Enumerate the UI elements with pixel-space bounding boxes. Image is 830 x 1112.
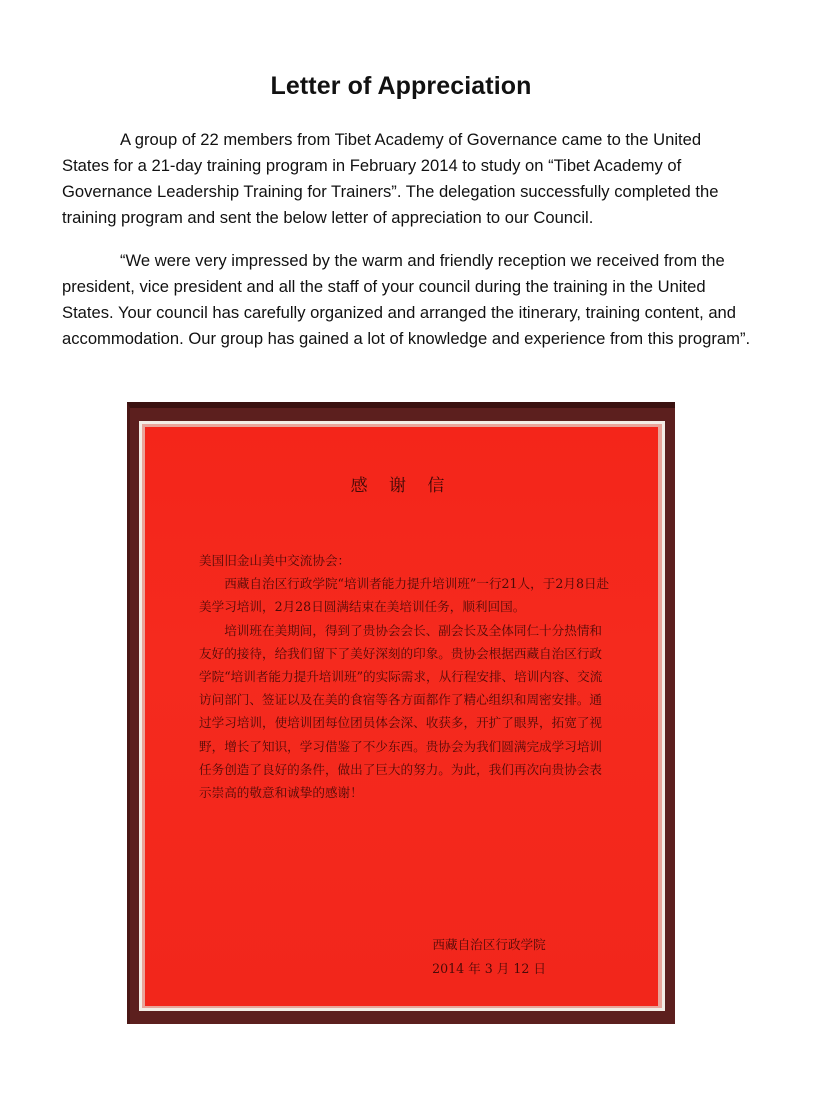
framed-letter-photo: [127, 402, 675, 1024]
letter-date: 2014 年 3 月 12 日: [432, 961, 546, 976]
frame-mat: [139, 421, 665, 1011]
letter-title: 感 谢 信: [350, 476, 453, 496]
letter-greeting: 美国旧金山美中交流协会：: [199, 553, 351, 568]
letter-paragraph: 西藏自治区行政学院“培训者能力提升培训班”一行21人，于2月8日赴美学习培训，2月28日圆满结束在美培训任务，顺利回国。: [199, 576, 610, 615]
letter-sheet: [145, 427, 658, 1006]
letter-body: [199, 549, 613, 804]
intro-paragraph: A group of 22 members from Tibet Academy of Governance came to the United States for a 21-day training program in February 2014 to study on “Tibet Academy of Governance Leadership Training for Trainers”. The delegation successfully completed the training program and sent the below letter of appreciation to our Council.: [62, 130, 719, 227]
letter-signature-block: [432, 933, 546, 981]
frame-mat-edge: [142, 424, 662, 1008]
quote-paragraph: “We were very impressed by the warm and friendly reception we received from the president, vice president and all the staff of your council during the training in the United States. Your council has carefully organized and arranged the itinerary, training content, and accommodation. Our group has gained a lot of knowledge and experience from this program”.: [62, 251, 751, 348]
page-title: Letter of Appreciation: [270, 72, 532, 100]
letter-paragraph: 培训班在美期间，得到了贵协会会长、副会长及全体同仁十分热情和友好的接待，给我们留下了美好深刻的印象。贵协会根据西藏自治区行政学院“培训者能力提升培训班”的实际需求，从行程安排、培训内容、交流访问部门、签证以及在美的食宿等各方面都作了精心组织和周密安排。通过学习培训，使培训团每位团员体会深、收获多，开扩了眼界，拓宽了视野，增长了知识，学习借鉴了不少东西。贵协会为我们圆满完成学习培训任务创造了良好的条件，做出了巨大的努力。为此，我们再次向贵协会表示崇高的敬意和诚挚的感谢！: [199, 622, 603, 801]
letter-signature: 西藏自治区行政学院: [432, 937, 546, 952]
